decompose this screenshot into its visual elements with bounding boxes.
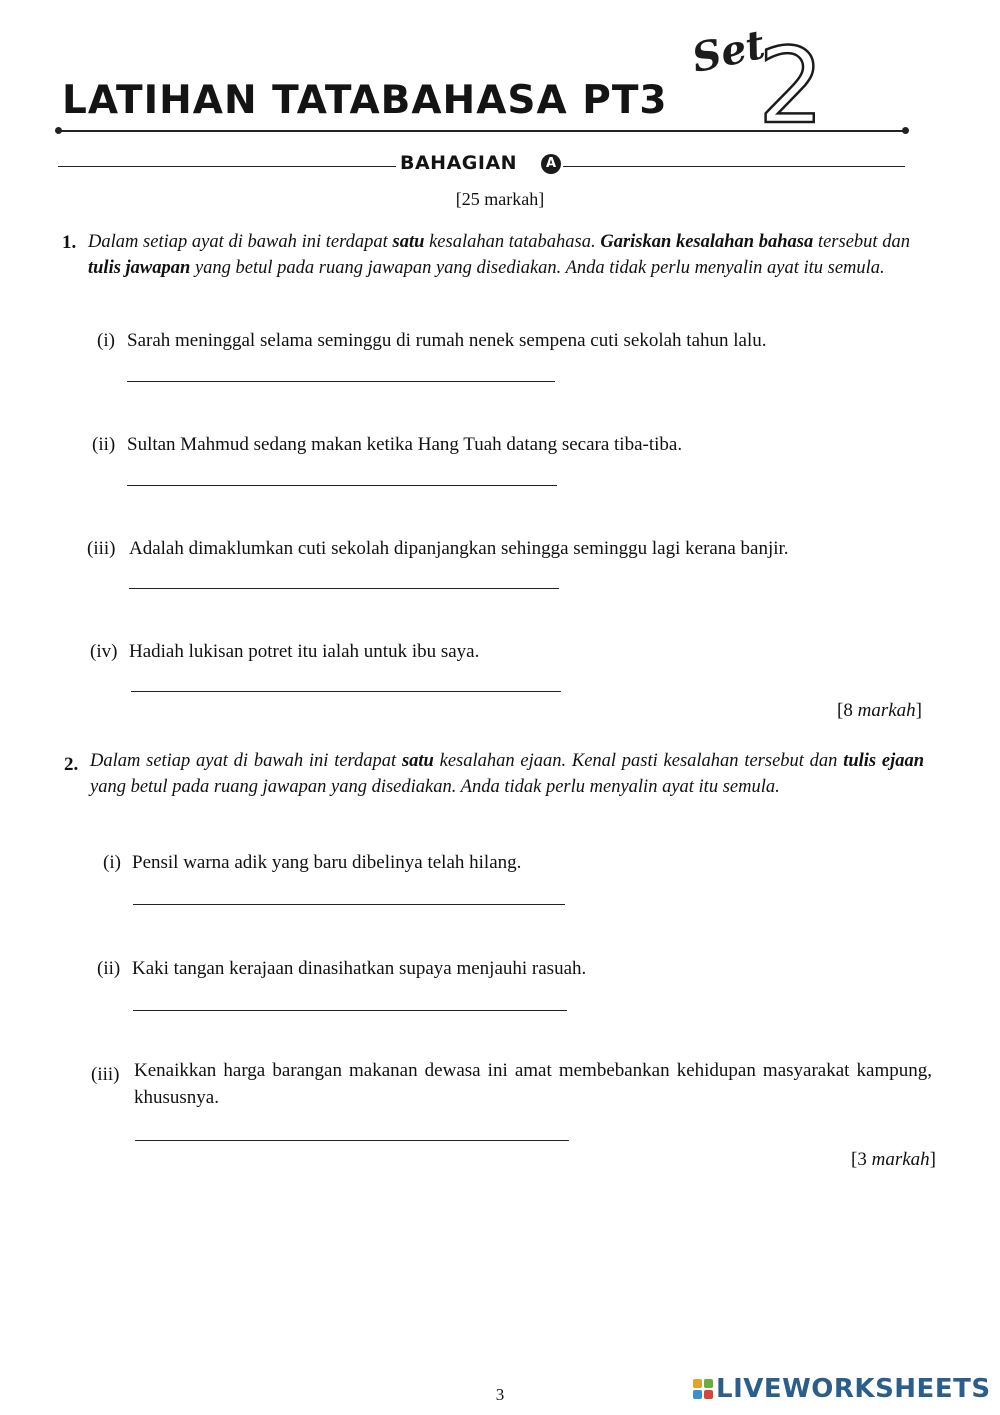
title-rule-right-dot — [902, 127, 909, 134]
brand-name: LIVEWORKSHEETS — [716, 1374, 991, 1404]
q2-answer-line-3[interactable] — [135, 1140, 569, 1141]
q2-item-label: (i) — [103, 852, 121, 873]
q1-answer-line-1[interactable] — [127, 381, 555, 382]
total-marks: [25 markah] — [455, 189, 545, 209]
page-number: 3 — [495, 1385, 505, 1404]
section-rule-left — [58, 166, 396, 167]
q2-item-sentence: Kenaikkan harga barangan makanan dewasa ini amat membebankan kehidupan masyarakat kampung, khususnya. — [134, 1060, 932, 1108]
q1-answer-line-2[interactable] — [127, 485, 557, 486]
section-letter-badge: A — [541, 154, 561, 174]
liveworksheets-logo-icon — [693, 1379, 713, 1399]
q1-answer-line-3[interactable] — [129, 588, 559, 589]
question-2-marks: [3 markah] — [851, 1149, 936, 1170]
q1-item-label: (iii) — [87, 538, 116, 559]
q1-item-sentence: Sarah meninggal selama seminggu di rumah nenek sempena cuti sekolah tahun lalu. — [127, 330, 767, 351]
q2-item-label: (iii) — [91, 1064, 120, 1085]
q2-answer-line-1[interactable] — [133, 904, 565, 905]
q1-item-label: (i) — [97, 330, 115, 351]
question-1-marks: [8 markah] — [837, 700, 922, 721]
q1-item-sentence: Hadiah lukisan potret itu ialah untuk ibu saya. — [129, 641, 480, 662]
q2-answer-line-2[interactable] — [133, 1010, 567, 1011]
q1-answer-line-4[interactable] — [131, 691, 561, 692]
question-1-instruction: Dalam setiap ayat di bawah ini terdapat satu kesalahan tatabahasa. Gariskan kesalahan bahasa tersebut dan tulis jawapan yang betul pada ruang jawapan yang disediakan. Anda tidak perlu menyalin ayat itu semula. — [88, 232, 910, 278]
q2-item-sentence: Kaki tangan kerajaan dinasihatkan supaya menjauhi rasuah. — [132, 958, 587, 979]
page-title: LATIHAN TATABAHASA PT3 — [62, 78, 668, 123]
question-2-number: 2. — [64, 754, 79, 775]
q2-item-label: (ii) — [97, 958, 121, 979]
q1-item-label: (iv) — [90, 641, 118, 662]
q1-item-sentence: Adalah dimaklumkan cuti sekolah dipanjangkan sehingga seminggu lagi kerana banjir. — [129, 538, 789, 559]
liveworksheets-watermark — [693, 1374, 991, 1404]
q1-item-sentence: Sultan Mahmud sedang makan ketika Hang Tuah datang secara tiba-tiba. — [127, 434, 683, 455]
set-label: Set — [687, 20, 769, 83]
question-2-instruction: Dalam setiap ayat di bawah ini terdapat satu kesalahan ejaan. Kenal pasti kesalahan tersebut dan tulis ejaan yang betul pada ruang jawapan yang disediakan. Anda tidak perlu menyalin ayat itu semula. — [90, 751, 924, 797]
set-number: 2 — [758, 25, 825, 147]
q1-item-label: (ii) — [92, 434, 116, 455]
section-rule-right — [563, 166, 905, 167]
question-1-number: 1. — [62, 232, 77, 253]
section-title: BAHAGIAN — [400, 152, 518, 174]
q2-item-sentence: Pensil warna adik yang baru dibelinya telah hilang. — [132, 852, 522, 873]
